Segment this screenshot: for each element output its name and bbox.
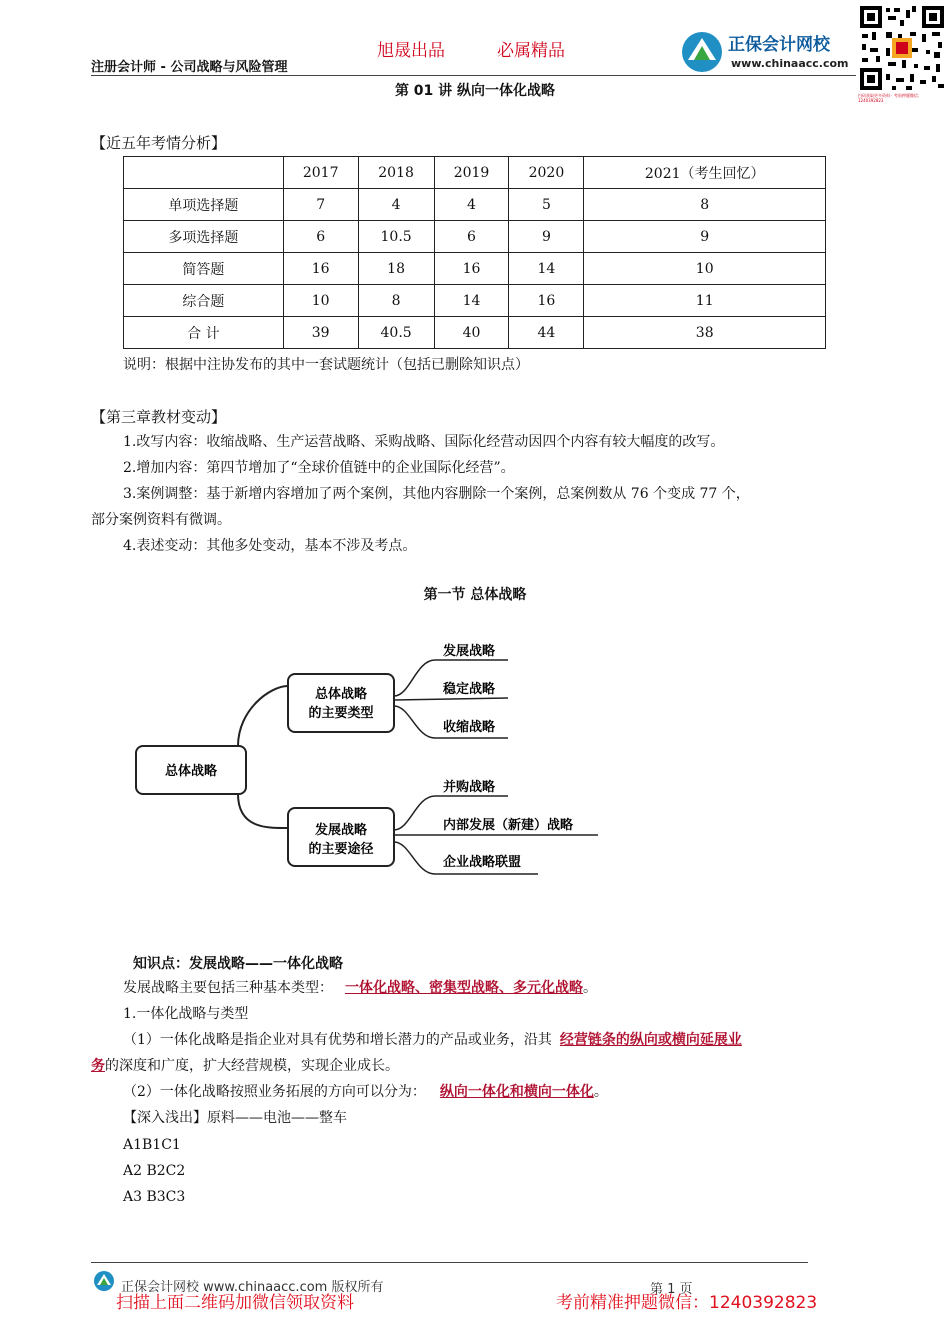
table-note: 说明：根据中注协发布的其中一套试题统计（包括已删除知识点） (123, 357, 529, 373)
page-number: 第 1 页 (650, 1282, 693, 1297)
knowledge-paragraph: 【深入浅出】原料——电池——整车 (123, 1110, 347, 1126)
header-divider (91, 75, 856, 76)
table-cell: 合 计 (124, 317, 284, 349)
strategy-mind-map (120, 630, 620, 892)
change-item: 部分案例资料有微调。 (91, 512, 231, 528)
table-row (124, 189, 826, 221)
table-cell: 18 (358, 253, 434, 285)
table-header-row (124, 157, 826, 189)
table-cell: 4 (434, 189, 509, 221)
change-item: 3.案例调整：基于新增内容增加了两个案例，其他内容删除一个案例，总案例数从 76 个变成 77 个， (123, 486, 750, 502)
table-cell: 44 (509, 317, 584, 349)
qr-caption: 扫码获取更多资料 · 考前押题微信：1240392823 (858, 93, 922, 103)
table-cell: 9 (509, 221, 584, 253)
brand-name: 正保会计网校 (728, 35, 830, 55)
table-header-cell: 2019 (434, 157, 509, 189)
knowledge-paragraph: 1.一体化战略与类型 (123, 1006, 249, 1022)
exam-analysis-heading: 【近五年考情分析】 (91, 134, 227, 152)
highlight-text: 经营链条的纵向或横向延展业 (559, 1032, 742, 1048)
change-item: 4.表述变动：其他多处变动，基本不涉及考点。 (123, 538, 417, 554)
paragraph-text: （1）一体化战略是指企业对具有优势和增长潜力的产品或业务，沿其 (123, 1032, 552, 1048)
mindmap-leaf-label: 收缩战略 (443, 720, 496, 735)
mindmap-connector (394, 698, 508, 700)
mindmap-root-label: 总体战略 (164, 764, 218, 779)
section-title: 第一节 总体战略 (423, 587, 527, 603)
knowledge-paragraph (123, 1027, 742, 1053)
table-row (124, 285, 826, 317)
table-cell: 16 (283, 253, 358, 285)
mindmap-branch-label: 总体战略 (314, 687, 368, 702)
mindmap-leaf-label: 发展战略 (443, 644, 496, 659)
highlight-text: 纵向一体化和横向一体化 (439, 1084, 594, 1100)
table-cell: 多项选择题 (124, 221, 284, 253)
knowledge-point-title: 知识点：发展战略——一体化战略 (133, 956, 343, 972)
table-cell: 8 (358, 285, 434, 317)
table-header-cell: 2018 (358, 157, 434, 189)
mindmap-branch-label: 发展战略 (314, 823, 368, 838)
knowledge-paragraph: A2 B2C2 (123, 1163, 186, 1179)
footer-logo-icon (92, 1270, 116, 1292)
knowledge-paragraph: A1B1C1 (123, 1137, 181, 1153)
knowledge-paragraph (123, 1079, 608, 1105)
mindmap-branch-label: 的主要途径 (308, 842, 374, 857)
table-cell: 5 (509, 189, 584, 221)
table-cell: 10 (584, 253, 826, 285)
footer-copyright: 正保会计网校 www.chinaacc.com 版权所有 (121, 1280, 384, 1295)
knowledge-paragraph (123, 975, 597, 1001)
knowledge-paragraph: A3 B3C3 (123, 1189, 186, 1205)
table-cell: 14 (434, 285, 509, 317)
brand-logo-icon (678, 30, 726, 74)
paragraph-text: 发展战略主要包括三种基本类型： (123, 980, 333, 996)
table-cell: 8 (584, 189, 826, 221)
paragraph-text: （2）一体化战略按照业务拓展的方向可以分为： (123, 1084, 426, 1100)
mindmap-branch-box (288, 674, 394, 732)
table-cell: 11 (584, 285, 826, 317)
table-cell: 7 (283, 189, 358, 221)
table-total-row (124, 317, 826, 349)
table-cell: 10.5 (358, 221, 434, 253)
footer-promo-right: 考前精准押题微信：1240392823 (556, 1293, 818, 1313)
table-cell: 单项选择题 (124, 189, 284, 221)
change-item: 2.增加内容：第四节增加了“全球价值链中的企业国际化经营”。 (123, 460, 515, 476)
knowledge-paragraph (91, 1053, 399, 1079)
table-cell: 6 (283, 221, 358, 253)
table-cell: 39 (283, 317, 358, 349)
brand-url[interactable]: www.chinaacc.com (731, 57, 849, 70)
subject-header: 注册会计师 - 公司战略与风险管理 (91, 60, 288, 75)
table-row (124, 221, 826, 253)
table-cell: 10 (283, 285, 358, 317)
mindmap-leaf-label: 企业战略联盟 (443, 855, 522, 870)
slogan-right: 必属精品 (497, 41, 565, 61)
highlight-text: 务 (91, 1058, 105, 1074)
table-cell: 40 (434, 317, 509, 349)
table-row (124, 253, 826, 285)
footer-promo-left: 扫描上面二维码加微信领取资料 (116, 1293, 354, 1313)
table-cell: 综合题 (124, 285, 284, 317)
table-cell: 40.5 (358, 317, 434, 349)
paragraph-text: 。 (593, 1084, 608, 1100)
qr-code-icon[interactable] (858, 4, 946, 92)
table-header-cell: 2020 (509, 157, 584, 189)
mindmap-connector (238, 686, 288, 746)
mindmap-leaf-label: 并购战略 (443, 780, 496, 795)
table-header-cell (124, 157, 284, 189)
table-header-cell: 2021（考生回忆） (584, 157, 826, 189)
mindmap-branch-label: 的主要类型 (308, 706, 374, 721)
table-cell: 9 (584, 221, 826, 253)
table-cell: 14 (509, 253, 584, 285)
table-header-cell: 2017 (283, 157, 358, 189)
paragraph-text: 。 (583, 980, 597, 996)
footer-divider (91, 1262, 808, 1263)
changes-heading: 【第三章教材变动】 (91, 408, 227, 426)
table-cell: 简答题 (124, 253, 284, 285)
paragraph-text: 的深度和广度，扩大经营规模，实现企业成长。 (105, 1058, 399, 1074)
highlight-text: 一体化战略、密集型战略、多元化战略 (345, 980, 583, 996)
table-cell: 16 (434, 253, 509, 285)
slogan-left: 旭晟出品 (377, 41, 445, 61)
lecture-title: 第 01 讲 纵向一体化战略 (394, 83, 556, 99)
exam-stats-table (123, 156, 826, 349)
table-cell: 16 (509, 285, 584, 317)
mindmap-leaf-label: 稳定战略 (443, 682, 496, 697)
mindmap-connector (238, 794, 288, 828)
change-item: 1.改写内容：收缩战略、生产运营战略、采购战略、国际化经营动因四个内容有较大幅度的改写。 (123, 434, 725, 450)
table-cell: 6 (434, 221, 509, 253)
table-cell: 38 (584, 317, 826, 349)
mindmap-leaf-label: 内部发展（新建）战略 (443, 818, 574, 833)
table-cell: 4 (358, 189, 434, 221)
